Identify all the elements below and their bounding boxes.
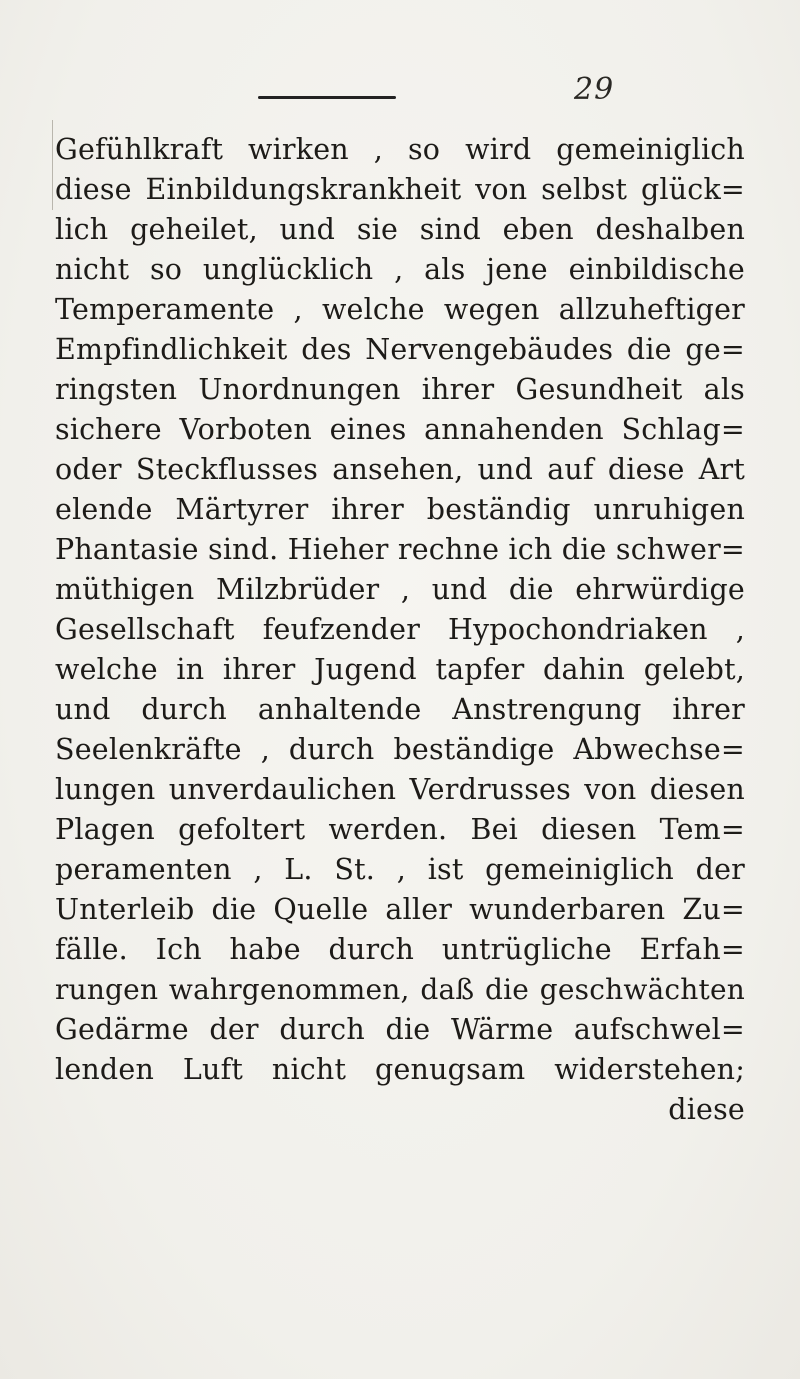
text-line: nicht so unglücklich , als jene einbildische bbox=[55, 253, 745, 286]
scan-edge-mark bbox=[52, 120, 53, 210]
text-line: Seelenkräfte , durch beständige Abwechse= bbox=[55, 733, 745, 766]
text-line: müthigen Milzbrüder , und die ehrwürdige bbox=[55, 573, 745, 606]
text-line: peramenten , L. St. , ist gemeiniglich der bbox=[55, 853, 745, 886]
text-line: lenden Luft nicht genugsam widerstehen; bbox=[55, 1053, 745, 1086]
body-text bbox=[55, 130, 745, 1130]
text-line: elende Märtyrer ihrer beständig unruhigen bbox=[55, 493, 745, 526]
text-line: und durch anhaltende Anstrengung ihrer bbox=[55, 693, 745, 726]
text-line: Gedärme der durch die Wärme aufschwel= bbox=[55, 1013, 745, 1046]
page-number: 29 bbox=[574, 72, 615, 107]
text-line: oder Steckflusses ansehen, und auf diese Art bbox=[55, 453, 745, 486]
text-line: lich geheilet, und sie sind eben deshalben bbox=[55, 213, 745, 246]
text-line: diese Einbildungskrankheit von selbst glück= bbox=[55, 173, 745, 206]
text-line: welche in ihrer Jugend tapfer dahin gelebt, bbox=[55, 653, 745, 686]
text-line: Empfindlichkeit des Nervengebäudes die ge= bbox=[55, 333, 745, 366]
text-line: ringsten Unordnungen ihrer Gesundheit als bbox=[55, 373, 745, 406]
text-line: Gesellschaft feufzender Hypochondriaken , bbox=[55, 613, 745, 646]
text-line: Unterleib die Quelle aller wunderbaren Zu= bbox=[55, 893, 745, 926]
text-line: Plagen gefoltert werden. Bei diesen Tem= bbox=[55, 813, 745, 846]
text-line: sichere Vorboten eines annahenden Schlag= bbox=[55, 413, 745, 446]
header-rule bbox=[258, 96, 396, 99]
text-line: Gefühlkraft wirken , so wird gemeiniglich bbox=[55, 133, 745, 166]
text-line: Phantasie sind. Hieher rechne ich die schwer= bbox=[55, 533, 745, 566]
text-line: lungen unverdaulichen Verdrusses von diesen bbox=[55, 773, 745, 806]
text-line: rungen wahrgenommen, daß die geschwächten bbox=[55, 973, 745, 1006]
catchword: diese bbox=[668, 1093, 745, 1126]
text-line: fälle. Ich habe durch untrügliche Erfah= bbox=[55, 933, 745, 966]
text-line: Temperamente , welche wegen allzuheftiger bbox=[55, 293, 745, 326]
